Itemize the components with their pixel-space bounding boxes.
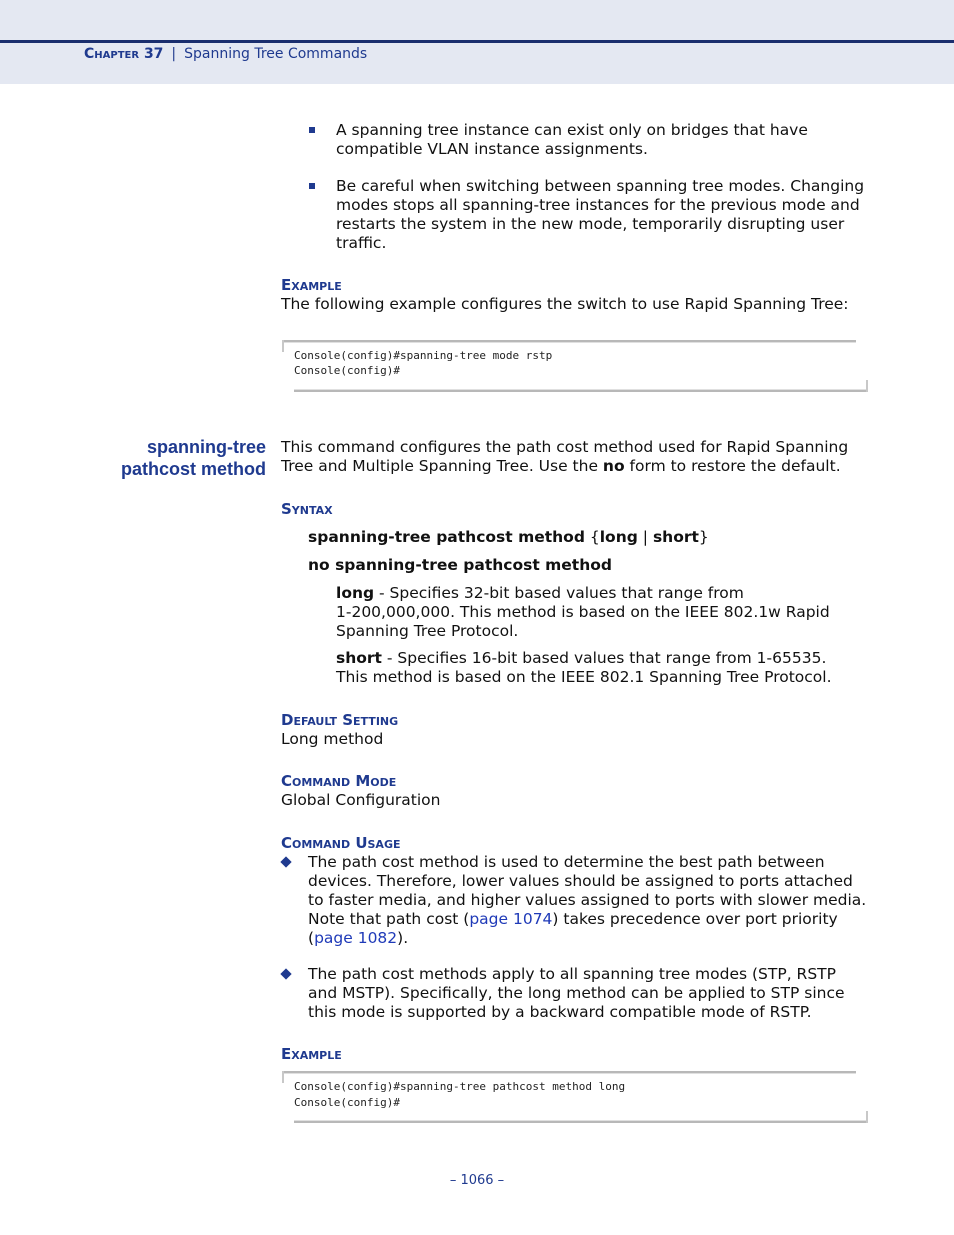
text-line: The path cost methods apply to all spanning tree modes (STP, RSTP (308, 965, 836, 983)
text-line: traffic. (336, 234, 387, 252)
text-line: This command configures the path cost method used for Rapid Spanning (281, 438, 849, 456)
usage-bullet-1 (308, 853, 866, 948)
example-heading: Example (281, 1045, 342, 1063)
bullet-square-icon (309, 127, 315, 133)
syntax-option: short (652, 528, 699, 546)
page-header (0, 0, 954, 84)
param-long (336, 584, 830, 641)
title-line: spanning-tree (146, 437, 266, 457)
brace: } (698, 528, 709, 546)
param-name: short (336, 649, 382, 667)
header-separator: | (171, 46, 177, 62)
text-span: - Specifies 32-bit based values that range from (374, 584, 744, 602)
default-setting-value: Long method (281, 730, 384, 748)
brace: { (589, 528, 600, 546)
code-block (282, 340, 868, 392)
code-line: Console(config)#spanning-tree pathcost method long (294, 1080, 626, 1093)
chapter-title: Spanning Tree Commands (184, 46, 368, 62)
bullet-diamond-icon (280, 856, 291, 867)
text-span: Note that path cost ( (308, 910, 470, 928)
code-border-left (282, 340, 284, 352)
syntax-heading: Syntax (281, 500, 333, 518)
keyword-no: no (602, 457, 625, 475)
text-span: ( (308, 929, 315, 947)
text-span: form to restore the default. (624, 457, 841, 475)
text-line: compatible VLAN instance assignments. (336, 140, 648, 158)
syntax-option: long (599, 528, 638, 546)
command-title (121, 436, 266, 480)
page-link-1074[interactable]: page 1074 (469, 910, 553, 928)
code-border-bottom (294, 389, 868, 392)
chapter-label: Chapter 37 (84, 46, 164, 62)
text-span: Tree and Multiple Spanning Tree. Use the (281, 457, 603, 475)
page-link-1082[interactable]: page 1082 (314, 929, 398, 947)
default-setting-heading: Default Setting (281, 711, 399, 729)
text-line: restarts the system in the new mode, temporarily disrupting user (336, 215, 845, 233)
example-heading: Example (281, 276, 342, 294)
header-rule (0, 40, 954, 43)
bullet-square-icon (309, 183, 315, 189)
title-line: pathcost method (120, 459, 266, 479)
pipe: | (642, 528, 648, 546)
text-line (308, 910, 866, 929)
intro-bullet-2 (336, 177, 864, 253)
text-span: ). (397, 929, 409, 947)
text-line: devices. Therefore, lower values should be assigned to ports attached (308, 872, 853, 890)
text-line (336, 584, 830, 603)
command-description (281, 438, 848, 476)
command-mode-value: Global Configuration (281, 791, 441, 809)
text-line: Spanning Tree Protocol. (336, 622, 519, 640)
usage-bullet-2 (308, 965, 845, 1022)
text-span: - Specifies 16-bit based values that range from 1-65535. (381, 649, 827, 667)
text-line: this mode is supported by a backward compatible mode of RSTP. (308, 1003, 812, 1021)
syntax-cmd: spanning-tree pathcost method (308, 528, 585, 546)
example-description: The following example configures the switch to use Rapid Spanning Tree: (281, 295, 849, 313)
command-usage-heading: Command Usage (281, 834, 401, 852)
text-line: The path cost method is used to determine the best path between (308, 853, 825, 871)
page-number: – 1066 – (449, 1173, 505, 1188)
code-border-bottom (294, 1120, 868, 1123)
text-line: 1-200,000,000. This method is based on the IEEE 802.1w Rapid (336, 603, 830, 621)
code-line: Console(config)# (294, 1096, 400, 1109)
text-line (336, 649, 832, 668)
param-short (336, 649, 832, 687)
text-line (281, 457, 848, 476)
code-line: Console(config)#spanning-tree mode rstp (294, 349, 553, 362)
code-border-left (282, 1071, 284, 1083)
command-mode-heading: Command Mode (281, 772, 397, 790)
text-line: Be careful when switching between spanning tree modes. Changing (336, 177, 865, 195)
param-name: long (336, 584, 375, 602)
syntax-no-command: no spanning-tree pathcost method (308, 556, 612, 574)
intro-bullet-1 (336, 121, 808, 159)
code-border-right (866, 380, 868, 392)
syntax-command (308, 528, 709, 547)
code-block (282, 1071, 868, 1123)
code-border-right (866, 1111, 868, 1123)
text-line: A spanning tree instance can exist only on bridges that have (336, 121, 808, 139)
code-border-top (282, 1071, 856, 1074)
text-line: This method is based on the IEEE 802.1 Spanning Tree Protocol. (336, 668, 832, 686)
text-line: to faster media, and higher values assigned to ports with slower media. (308, 891, 867, 909)
text-line: modes stops all spanning-tree instances for the previous mode and (336, 196, 860, 214)
code-line: Console(config)# (294, 364, 400, 377)
code-border-top (282, 340, 856, 343)
running-header (84, 46, 367, 62)
bullet-diamond-icon (280, 968, 291, 979)
text-line (308, 929, 866, 948)
text-line: and MSTP). Specifically, the long method can be applied to STP since (308, 984, 845, 1002)
text-span: ) takes precedence over port priority (552, 910, 838, 928)
